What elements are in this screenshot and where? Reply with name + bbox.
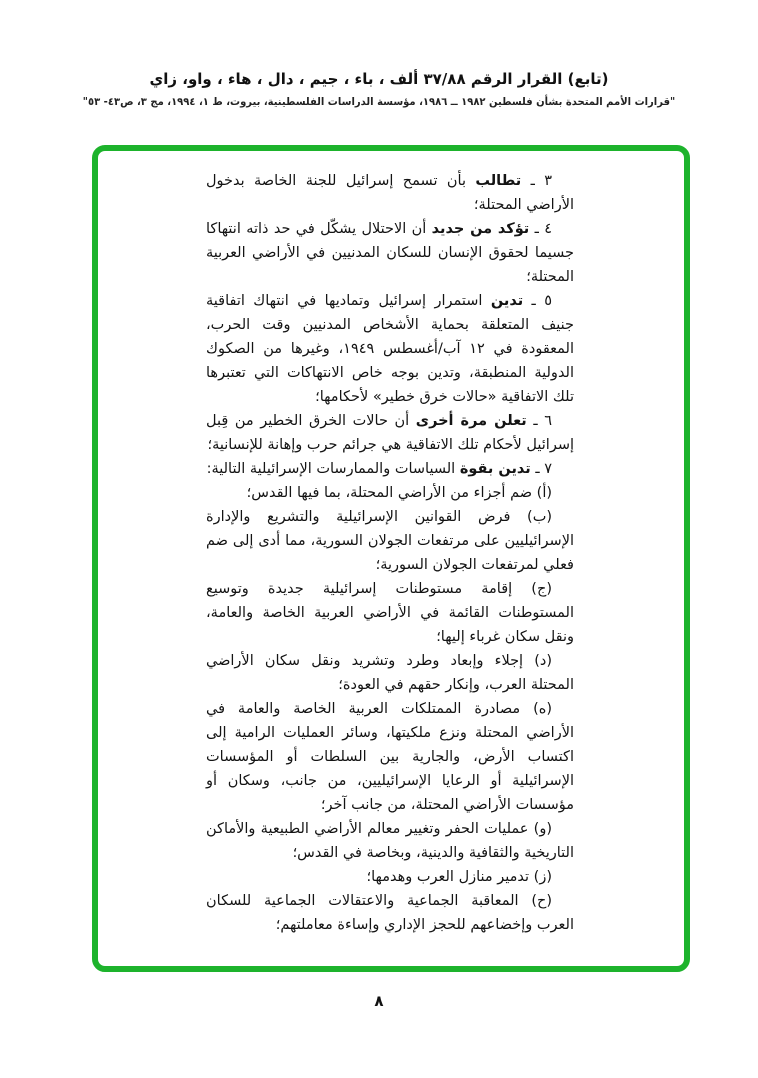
page-header	[0, 70, 758, 108]
paragraph-text: بأن تسمح إسرائيل للجنة الخاصة بدخول الأراضي المحتلة؛	[206, 173, 574, 213]
paragraph-operative-3	[206, 169, 574, 217]
paragraph-operative-6	[206, 409, 574, 457]
paragraph-text: أن الاحتلال يشكّل في حد ذاته انتهاكا جسيما لحقوق الإنسان للسكان المدنيين في الأراضي العربية المحتلة؛	[206, 221, 574, 285]
subparagraph-hh	[206, 889, 574, 937]
paragraph-number: ٦ ـ	[526, 413, 553, 429]
subparagraph-letter: (ه)	[520, 701, 552, 717]
paragraph-text: استمرار إسرائيل وتماديها في انتهاك اتفاقية جنيف المتعلقة بحماية الأشخاص المدنيين وقت الحرب، المعقودة في ١٢ آب/أغسطس ١٩٤٩، وغيرها من الصكوك الدولية المنطبقة، وتدين بوجه خاص الانتهاكات التي تعتبرها تلك الاتفاقية «حالات خرق خطير» لأحكامها؛	[206, 293, 574, 405]
paragraph-lead-word: تؤكد من جديد	[431, 221, 530, 237]
subparagraph-letter: (ج)	[512, 581, 552, 597]
paragraph-operative-4	[206, 217, 574, 289]
subparagraph-z	[206, 865, 574, 889]
subparagraph-a	[206, 481, 574, 505]
paragraph-lead-word: تعلن مرة أخرى	[415, 413, 527, 429]
paragraph-operative-7	[206, 457, 574, 481]
subparagraph-d	[206, 649, 574, 697]
paragraph-text: فرض القوانين الإسرائيلية والتشريع والإدارة الإسرائيليين على مرتفعات الجولان السورية، مما أدى إلى ضم فعلي لمرتفعات الجولان السورية؛	[206, 509, 574, 573]
paragraph-text: مصادرة الممتلكات العربية الخاصة والعامة في الأراضي المحتلة ونزع ملكيتها، وسائر العمليات الرامية إلى اكتساب الأرض، والجارية بين السلطات أو المؤسسات الإسرائيلية أو الرعايا الإسرائيليين، من جانب، وسكان أو مؤسسات الأراضي المحتلة، من جانب آخر؛	[206, 701, 574, 813]
paragraph-text: إقامة مستوطنات إسرائيلية جديدة وتوسيع المستوطنات القائمة في الأراضي العربية الخاصة والعامة، ونقل سكان غرباء إليها؛	[206, 581, 574, 645]
subparagraph-h	[206, 697, 574, 817]
paragraph-text: إجلاء وإبعاد وطرد وتشريد ونقل سكان الأراضي المحتلة العرب، وإنكار حقهم في العودة؛	[206, 653, 574, 693]
paragraph-text: عمليات الحفر وتغيير معالم الأراضي الطبيعية والأماكن التاريخية والثقافية والدينية، وبخاصة في القدس؛	[206, 821, 574, 861]
subparagraph-j	[206, 577, 574, 649]
resolution-title: (تابع) القرار الرقم ٣٧/٨٨ ألف ، باء ، جيم ، دال ، هاء ، واو، زاي	[149, 70, 609, 88]
page-number: ٨	[374, 992, 384, 1010]
paragraph-operative-5	[206, 289, 574, 409]
source-citation: "قرارات الأمم المتحدة بشأن فلسطين ١٩٨٢ ــ ١٩٨٦، مؤسسة الدراسات الفلسطينية، بيروت، ط ١، ١٩٩٤، مج ٣، ص٤٣- ٥٣"	[82, 96, 676, 109]
subparagraph-letter: (و)	[528, 821, 552, 837]
paragraph-lead-word: تدين	[490, 293, 524, 309]
paragraph-number: ٣ ـ	[521, 173, 552, 189]
paragraph-text: السياسات والممارسات الإسرائيلية التالية:	[206, 461, 460, 477]
paragraph-lead-word: تدين بقوة	[459, 461, 531, 477]
paragraph-number: ٥ ـ	[523, 293, 553, 309]
subparagraph-letter: (أ)	[532, 485, 552, 501]
paragraph-text: أن حالات الخرق الخطير من قِبل إسرائيل لأحكام تلك الاتفاقية هي جرائم حرب وإهانة للإنسانية؛	[206, 413, 574, 453]
subparagraph-letter: (د)	[523, 653, 552, 669]
subparagraph-w	[206, 817, 574, 865]
paragraph-text: المعاقبة الجماعية والاعتقالات الجماعية للسكان العرب وإخضاعهم للحجز الإداري وإساءة معاملتهم؛	[206, 893, 574, 933]
subparagraph-letter: (ح)	[518, 893, 552, 909]
subparagraph-b	[206, 505, 574, 577]
subparagraph-letter: (ب)	[510, 509, 553, 525]
green-border-frame	[92, 145, 690, 972]
paragraph-number: ٤ ـ	[529, 221, 552, 237]
resolution-text-block	[206, 169, 574, 937]
paragraph-text: ضم أجزاء من الأراضي المحتلة، بما فيها القدس؛	[246, 485, 533, 501]
subparagraph-letter: (ز)	[529, 869, 552, 885]
paragraph-number: ٧ ـ	[530, 461, 552, 477]
paragraph-lead-word: تطالب	[475, 173, 522, 189]
paragraph-text: تدمير منازل العرب وهدمها؛	[366, 869, 530, 885]
